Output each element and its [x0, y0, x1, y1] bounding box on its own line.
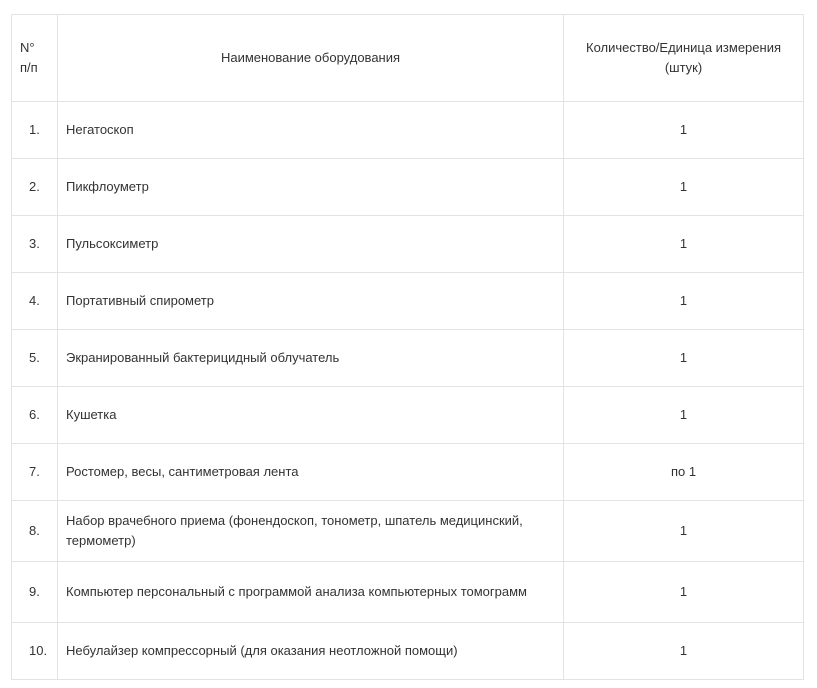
row-equipment-name: Пульсоксиметр: [58, 216, 564, 273]
row-number: 2.: [12, 159, 58, 216]
row-equipment-name: Ростомер, весы, сантиметровая лента: [58, 444, 564, 501]
row-number: 6.: [12, 387, 58, 444]
row-equipment-name: Экранированный бактерицидный облучатель: [58, 330, 564, 387]
row-equipment-name: Негатоскоп: [58, 102, 564, 159]
row-equipment-name: Компьютер персональный с программой анализа компьютерных томограмм: [58, 562, 564, 623]
row-equipment-name: Портативный спирометр: [58, 273, 564, 330]
row-number: 1.: [12, 102, 58, 159]
row-quantity: 1: [564, 562, 804, 623]
row-number: 4.: [12, 273, 58, 330]
header-quantity: [564, 15, 804, 102]
table-row: [12, 623, 804, 680]
table-row: [12, 387, 804, 444]
row-quantity: 1: [564, 159, 804, 216]
header-quantity-line2: (штук): [664, 60, 703, 75]
equipment-table-container: [11, 14, 804, 680]
row-number: 5.: [12, 330, 58, 387]
table-header: [12, 15, 804, 102]
row-number: 7.: [12, 444, 58, 501]
row-number: 9.: [12, 562, 58, 623]
row-quantity: по 1: [564, 444, 804, 501]
row-quantity: 1: [564, 216, 804, 273]
row-equipment-name: Небулайзер компрессорный (для оказания неотложной помощи): [58, 623, 564, 680]
table-row: [12, 501, 804, 562]
row-quantity: 1: [564, 623, 804, 680]
table-row: [12, 159, 804, 216]
row-quantity: 1: [564, 330, 804, 387]
table-row: [12, 330, 804, 387]
row-equipment-name: Кушетка: [58, 387, 564, 444]
row-equipment-name: Пикфлоуметр: [58, 159, 564, 216]
table-row: [12, 216, 804, 273]
equipment-table: [11, 14, 804, 680]
row-quantity: 1: [564, 387, 804, 444]
header-equipment-name: Наименование оборудования: [58, 15, 564, 102]
table-row: [12, 273, 804, 330]
row-number: 10.: [12, 623, 58, 680]
header-number-line2: п/п: [20, 60, 38, 75]
table-body: [12, 102, 804, 680]
table-row: [12, 102, 804, 159]
row-equipment-name: Набор врачебного приема (фонендоскоп, тонометр, шпатель медицинский, термометр): [58, 501, 564, 562]
header-number-line1: N°: [20, 40, 35, 55]
row-quantity: 1: [564, 273, 804, 330]
header-quantity-line1: Количество/Единица измерения: [586, 40, 781, 55]
header-row: [12, 15, 804, 102]
row-number: 3.: [12, 216, 58, 273]
row-quantity: 1: [564, 102, 804, 159]
row-quantity: 1: [564, 501, 804, 562]
row-number: 8.: [12, 501, 58, 562]
table-row: [12, 562, 804, 623]
header-number: [12, 15, 58, 102]
table-row: [12, 444, 804, 501]
